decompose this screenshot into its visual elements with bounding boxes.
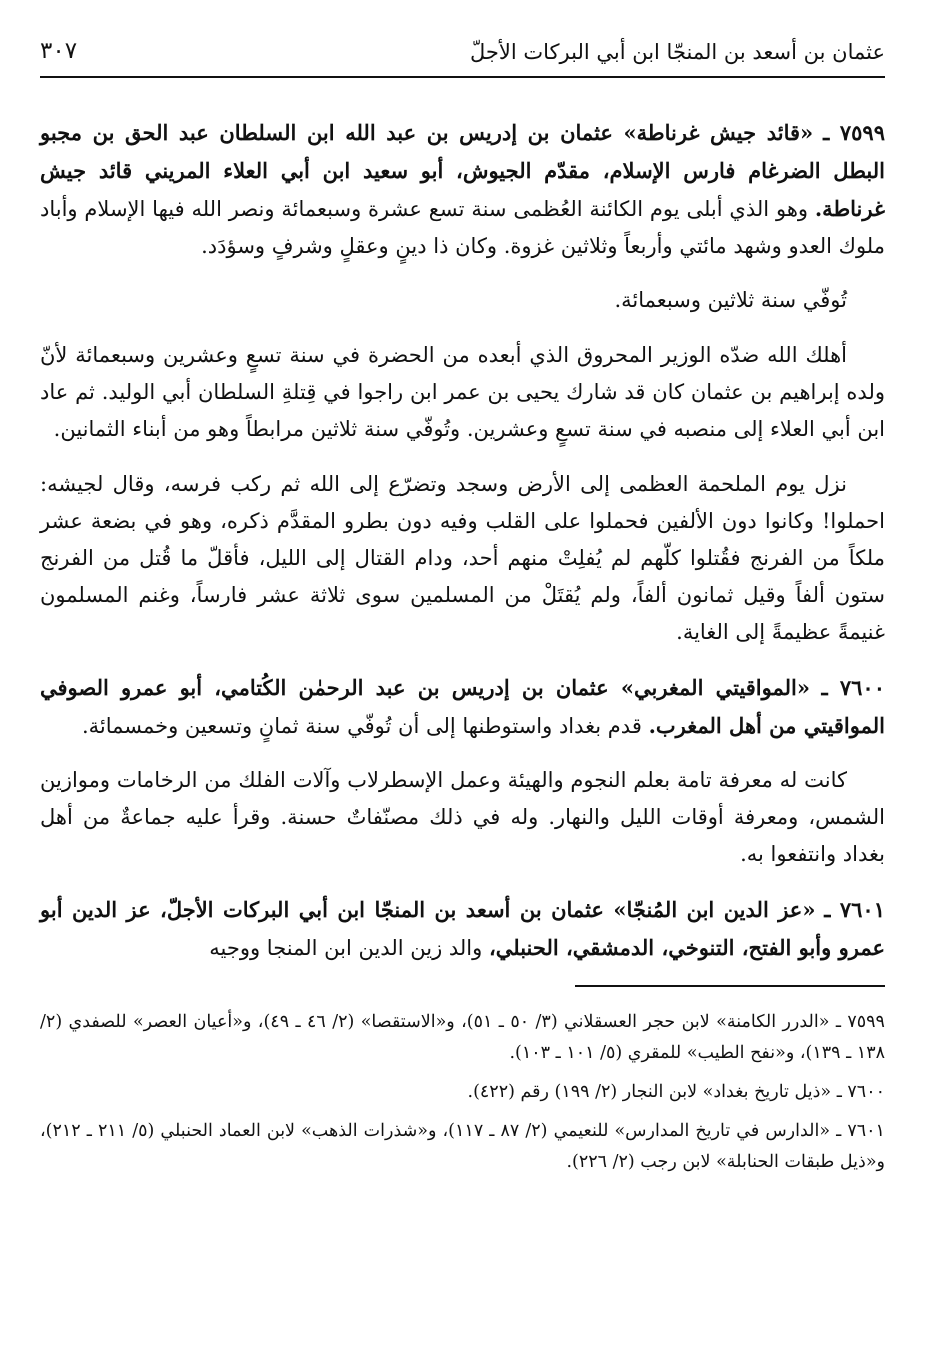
- footnote: [40, 1007, 885, 1069]
- entry-number: ٧٥٩٩ ـ: [823, 120, 885, 145]
- main-text: [40, 114, 885, 967]
- entry-heading: «المواقيتي المغربي» عثمان بن إدريس بن عبد الرحمٰن الكُتامي، أبو عمرو الصوفي المواقيتي من أهل المغرب.: [40, 675, 885, 738]
- running-title: عثمان بن أسعد بن المنجّا ابن أبي البركات الأجلّ: [469, 40, 885, 64]
- footnote: [40, 1077, 885, 1108]
- entry-text: والد زين الدين ابن المنجا ووجيه: [209, 936, 483, 960]
- footnote: [40, 1116, 885, 1178]
- paragraph: تُوفّي سنة ثلاثين وسبعمائة.: [614, 288, 847, 312]
- footnotes: [40, 1007, 885, 1178]
- paragraph: أهلك الله ضدّه الوزير المحروق الذي أبعده من الحضرة في سنة تسعٍ وعشرين وسبعمائة لأنّ ولده إبراهيم بن عثمان كان قد شارك يحيى بن عمر ابن راجوا في قِتلةِ السلطان أبي الوليد. ثم عاد ابن أبي العلاء إلى منصبه في سنة تسعٍ وعشرين. وتُوفّي سنة ثلاثين مرابطاً وهو من أبناء الثمانين.: [40, 343, 885, 441]
- footnote-text: «الدارس في تاريخ المدارس» للنعيمي (٢/ ٨٧ ـ ١١٧)، و«شذرات الذهب» لابن العماد الحنبلي (٥/ ٢١١ ـ ٢١٢)، و«ذيل طبقات الحنابلة» لابن رجب (٢/ ٢٢٦).: [40, 1121, 885, 1172]
- entry-7601: [40, 891, 885, 967]
- footnote-number: ٧٦٠١ ـ: [836, 1121, 885, 1141]
- footnote-text: «الدرر الكامنة» لابن حجر العسقلاني (٣/ ٥٠ ـ ٥١)، و«الاستقصا» (٢/ ٤٦ ـ ٤٩)، و«أعيان العصر» للصفدي (٢/ ١٣٨ ـ ١٣٩)، و«نفح الطيب» للمقري (٥/ ١٠١ ـ ١٠٣).: [40, 1012, 885, 1063]
- entry-heading: «قائد جيش غرناطة» عثمان بن إدريس بن عبد الله ابن السلطان عبد الحق بن مجبو البطل الضرغام فارس الإسلام، مقدّم الجيوش، أبو سعيد ابن أبي العلاء المريني قائد جيش غرناطة.: [40, 120, 885, 221]
- entry-7599: [40, 114, 885, 265]
- footnote-number: ٧٦٠٠ ـ: [836, 1082, 885, 1102]
- footnote-text: «ذيل تاريخ بغداد» لابن النجار (٢/ ١٩٩) رقم (٤٢٢).: [467, 1082, 832, 1102]
- footnote-divider: [575, 985, 885, 987]
- book-page: [40, 18, 885, 1348]
- paragraph: نزل يوم الملحمة العظمى إلى الأرض وسجد وتضرّع إلى الله ثم ركب فرسه، وقال لجيشه: احملوا! وكانوا دون الألفين فحملوا على القلب وفيه دون بطرو المقدَّم ذكره، وهو في بضعة عشر ملكاً من الفرنج فقُتلوا كلّهم لم يُفلِتْ منهم أحد، ودام القتال إلى الليل، فأقلّ ما قُتل من الفرنج ستون ألفاً وقيل ثمانون ألفاً، ولم يُقتَلْ من المسلمين سوى ثلاثة عشر فارساً، وغنم المسلمون غنيمةً عظيمةً إلى الغاية.: [40, 472, 885, 644]
- page-number: ٣٠٧: [40, 38, 78, 64]
- running-header: [40, 18, 885, 78]
- entry-text: قدم بغداد واستوطنها إلى أن تُوفّي سنة ثمانٍ وتسعين وخمسمائة.: [81, 714, 642, 738]
- entry-7600: [40, 669, 885, 745]
- entry-text: وهو الذي أبلى يوم الكائنة العُظمى سنة تسع عشرة وسبعمائة ونصر الله فيها الإسلام وأباد ملوك العدو وشهد مائتي وأربعاً وثلاثين غزوة. وكان ذا دينٍ وعقلٍ وشرفٍ وسؤدَد.: [40, 197, 885, 258]
- paragraph: كانت له معرفة تامة بعلم النجوم والهيئة وعمل الإسطرلاب وآلات الفلك من الرخامات وموازين الشمس، ومعرفة أوقات الليل والنهار. وله في ذلك مصنّفاتٌ حسنة. وقرأ عليه جماعةٌ من أهل بغداد وانتفعوا به.: [40, 768, 885, 866]
- entry-number: ٧٦٠١ ـ: [824, 897, 885, 922]
- entry-heading: «عز الدين ابن المُنجّا» عثمان بن أسعد بن المنجّا ابن أبي البركات الأجلّ، عز الدين أبو عمرو وأبو الفتح، التنوخي، الدمشقي، الحنبلي،: [40, 897, 885, 960]
- entry-number: ٧٦٠٠ ـ: [821, 675, 885, 700]
- footnote-number: ٧٥٩٩ ـ: [835, 1012, 885, 1032]
